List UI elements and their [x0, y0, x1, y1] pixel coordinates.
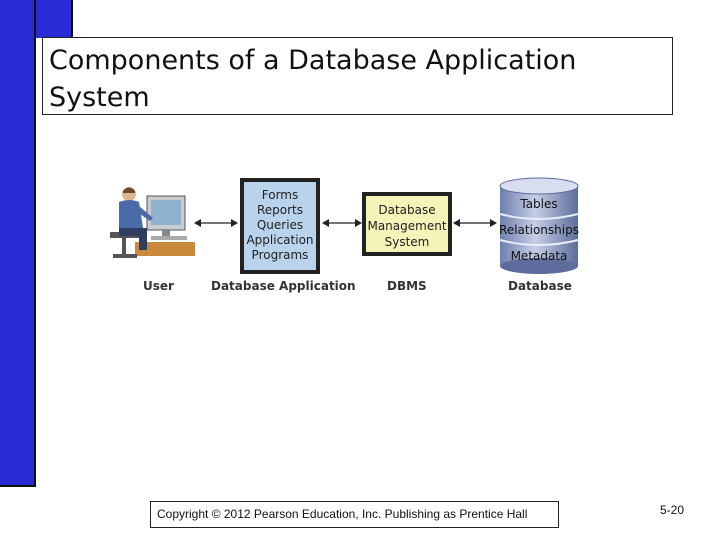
database-layer-tables: Tables — [520, 197, 558, 211]
dbms-label: DBMS — [387, 279, 427, 293]
app-item-forms: Forms — [261, 188, 299, 202]
database-system-diagram — [100, 170, 600, 310]
database-application-box — [240, 178, 320, 274]
slide-title — [42, 37, 673, 115]
database-layer-relationships: Relationships — [499, 223, 579, 237]
user-app-arrow-icon — [194, 217, 238, 229]
app-item-application: Application — [246, 233, 314, 247]
left-accent-bar — [0, 0, 36, 487]
copyright-footer: Copyright © 2012 Pearson Education, Inc. Publishing as Prentice Hall — [150, 501, 559, 528]
user-label: User — [143, 279, 174, 293]
dbms-box — [362, 192, 452, 256]
title-line-2: System — [49, 82, 150, 113]
app-dbms-arrow-icon — [322, 217, 362, 229]
app-item-queries: Queries — [256, 218, 304, 232]
dbms-item-management: Management — [367, 219, 447, 233]
app-item-programs: Programs — [251, 248, 309, 262]
database-label: Database — [508, 279, 572, 293]
application-label: Database Application — [211, 279, 356, 293]
dbms-database-arrow-icon — [453, 217, 497, 229]
dbms-item-system: System — [384, 235, 430, 249]
database-cylinder-icon — [496, 176, 582, 276]
database-layer-metadata: Metadata — [510, 249, 568, 263]
user-at-computer-icon — [105, 184, 195, 264]
app-item-reports: Reports — [256, 203, 304, 217]
dbms-item-database: Database — [378, 203, 436, 217]
top-accent-bar — [36, 0, 73, 38]
page-number: 5-20 — [660, 503, 685, 517]
title-line-1: Components of a Database Application — [49, 45, 577, 76]
